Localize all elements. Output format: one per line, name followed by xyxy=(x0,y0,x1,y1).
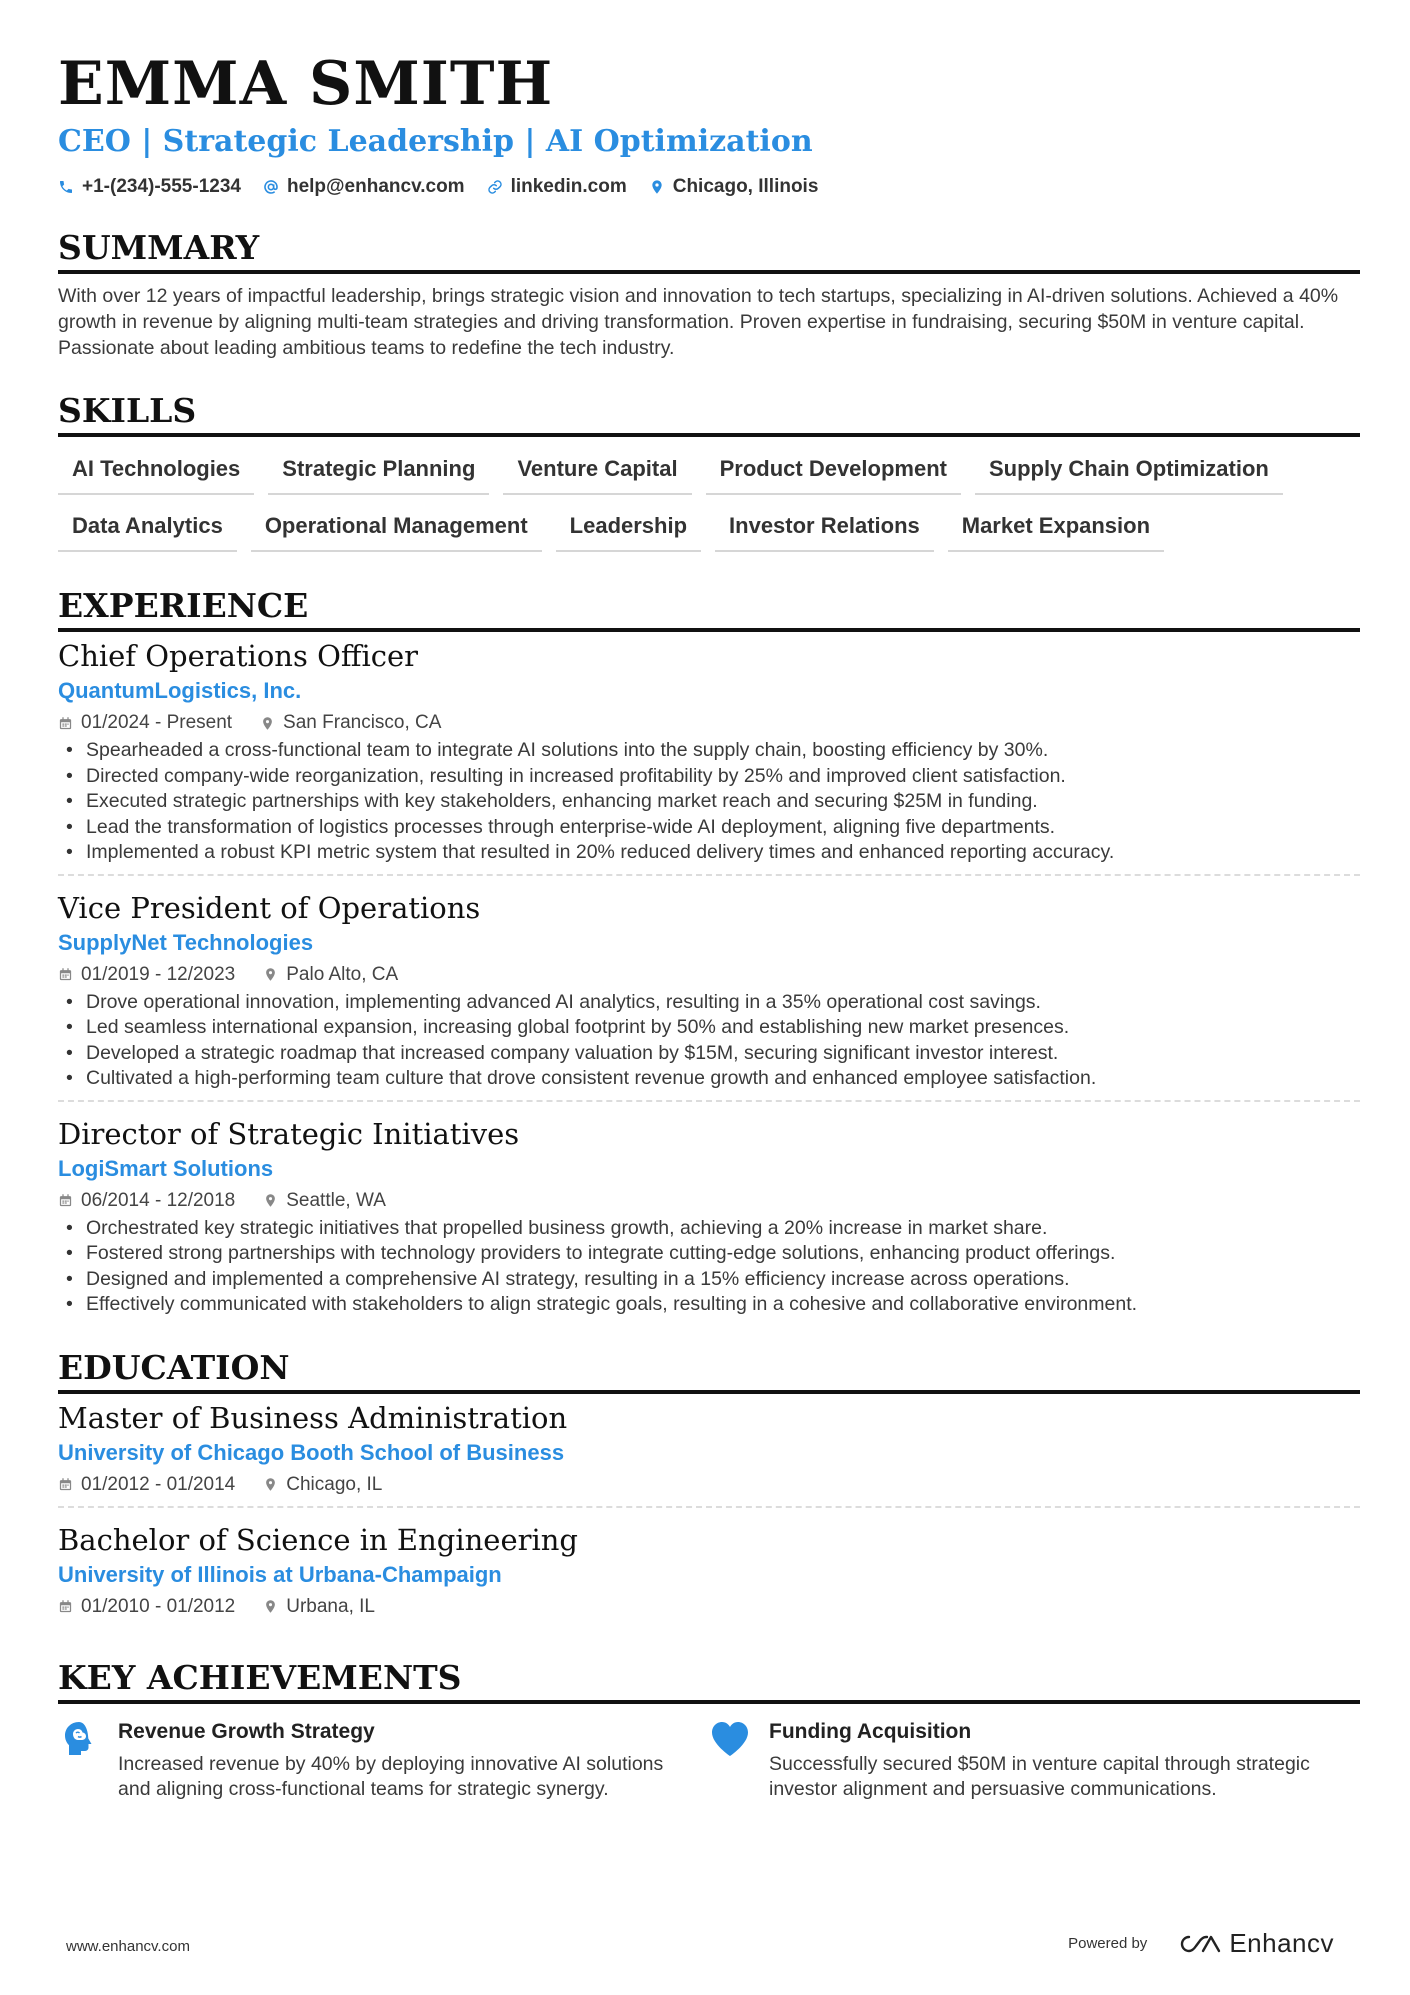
job-dates-text: 06/2014 - 12/2018 xyxy=(81,1189,236,1211)
enhancv-logo[interactable] xyxy=(1173,1928,1334,1959)
degree-title: Bachelor of Science in Engineering xyxy=(58,1522,578,1557)
headline: CEO | Strategic Leadership | AI Optimization xyxy=(58,124,813,159)
job-dates xyxy=(58,962,235,988)
phone-icon xyxy=(58,179,74,195)
education-entry xyxy=(58,1506,1360,1628)
job-bullets xyxy=(58,1216,1360,1318)
contact-email[interactable] xyxy=(263,176,465,198)
calendar-icon xyxy=(58,716,73,731)
bullet: • Spearheaded a cross-functional team to integrate AI solutions into the supply chain, boosting efficiency by 30%. xyxy=(58,738,1360,764)
summary-section xyxy=(58,228,1360,361)
skill-tag: Market Expansion xyxy=(948,503,1164,552)
bullet: • Executed strategic partnerships with key stakeholders, enhancing market reach and securing $25M in funding. xyxy=(58,789,1360,815)
skill-tag: AI Technologies xyxy=(58,446,254,495)
contact-bar xyxy=(58,176,1360,198)
resume-page xyxy=(58,48,1360,1803)
job-bullets xyxy=(58,990,1360,1092)
education-dates-text: 01/2010 - 01/2012 xyxy=(81,1595,236,1617)
job-entry xyxy=(58,874,1360,1100)
achievement-desc: Increased revenue by 40% by deploying innovative AI solutions and aligning cross-functional teams for strategic synergy. xyxy=(118,1752,664,1800)
bullet: • Drove operational innovation, implementing advanced AI analytics, resulting in a 35% operational cost savings. xyxy=(58,990,1360,1016)
phone-text: +1-(234)-555-1234 xyxy=(82,176,241,197)
skill-tag: Leadership xyxy=(556,503,701,552)
skill-tag: Product Development xyxy=(706,446,961,495)
calendar-icon xyxy=(58,1599,73,1614)
achievement-item xyxy=(58,1718,709,1803)
achievements-title: KEY ACHIEVEMENTS xyxy=(58,1658,1360,1704)
calendar-icon xyxy=(58,1193,73,1208)
school-name: University of Chicago Booth School of Business xyxy=(58,1439,565,1465)
bullet: • Directed company-wide reorganization, resulting in increased profitability by 25% and improved client satisfaction. xyxy=(58,764,1360,790)
bullet: • Fostered strong partnerships with technology providers to integrate cutting-edge solutions, enhancing product offerings. xyxy=(58,1241,1360,1267)
education-dates-text: 01/2012 - 01/2014 xyxy=(81,1473,236,1495)
job-dates-text: 01/2024 - Present xyxy=(81,712,233,733)
job-location-text: San Francisco, CA xyxy=(283,712,442,733)
email-text: help@enhancv.com xyxy=(286,176,465,197)
education-location-text: Chicago, IL xyxy=(286,1473,383,1495)
job-location xyxy=(263,962,398,988)
link-icon xyxy=(487,179,503,195)
education-location xyxy=(263,1594,375,1620)
achievements-grid xyxy=(58,1718,1360,1803)
summary-title: SUMMARY xyxy=(58,228,1360,274)
education-meta xyxy=(58,1472,1360,1498)
job-location xyxy=(260,710,441,736)
job-location-text: Palo Alto, CA xyxy=(286,963,399,985)
experience-section xyxy=(58,586,1360,1326)
summary-text: With over 12 years of impactful leadership, brings strategic vision and innovation to tech startups, specializing in AI-driven solutions. Achieved a 40% growth in revenue by aligning multi-team strategies and driving transformation. Proven expertise in fundraising, securing $50M in venture capital. Passionate about leading ambitious teams to redefine the tech industry. xyxy=(58,285,1339,359)
degree-title: Master of Business Administration xyxy=(58,1400,568,1435)
job-entry xyxy=(58,1100,1360,1326)
skill-tag: Operational Management xyxy=(251,503,542,552)
footer-website[interactable]: www.enhancv.com xyxy=(66,1938,190,1955)
location-text: Chicago, Illinois xyxy=(672,176,819,197)
bullet: • Effectively communicated with stakeholders to align strategic goals, resulting in a cohesive and collaborative environment. xyxy=(58,1292,1360,1318)
skill-tag: Data Analytics xyxy=(58,503,237,552)
location-pin-icon xyxy=(263,967,278,982)
skill-tag: Venture Capital xyxy=(503,446,691,495)
job-meta xyxy=(58,962,1360,988)
job-title: Chief Operations Officer xyxy=(58,639,418,673)
location-pin-icon xyxy=(263,1193,278,1208)
education-dates xyxy=(58,1472,235,1498)
skill-tag: Investor Relations xyxy=(715,503,934,552)
school-name: University of Illinois at Urbana-Champaign xyxy=(58,1561,502,1587)
job-dates xyxy=(58,1188,235,1214)
contact-phone[interactable] xyxy=(58,176,241,198)
skill-tag: Supply Chain Optimization xyxy=(975,446,1283,495)
enhancv-logo-icon xyxy=(1173,1932,1221,1956)
bullet: • Implemented a robust KPI metric system that resulted in 20% reduced delivery times and enhanced reporting accuracy. xyxy=(58,840,1360,866)
location-pin-icon xyxy=(649,179,665,195)
location-pin-icon xyxy=(263,1599,278,1614)
company-name: SupplyNet Technologies xyxy=(58,929,314,955)
bullet: • Lead the transformation of logistics processes through enterprise-wide AI deployment, aligning five departments. xyxy=(58,815,1360,841)
footer-brand xyxy=(1068,1928,1334,1959)
heart-icon xyxy=(709,1718,751,1760)
job-dates-text: 01/2019 - 12/2023 xyxy=(81,963,236,985)
job-title: Director of Strategic Initiatives xyxy=(58,1116,520,1151)
job-title: Vice President of Operations xyxy=(58,890,481,925)
achievement-desc: Successfully secured $50M in venture capital through strategic investor alignment and persuasive communications. xyxy=(769,1752,1310,1800)
linkedin-text: linkedin.com xyxy=(510,176,627,197)
at-icon xyxy=(263,179,279,195)
location-pin-icon xyxy=(263,1477,278,1492)
achievement-title: Revenue Growth Strategy xyxy=(118,1719,375,1743)
skills-list xyxy=(58,446,1360,552)
bullet: • Designed and implemented a comprehensive AI strategy, resulting in a 15% efficiency increase across operations. xyxy=(58,1267,1360,1293)
experience-title: EXPERIENCE xyxy=(58,586,1360,632)
education-entry xyxy=(58,1398,1360,1506)
calendar-icon xyxy=(58,967,73,982)
company-name: QuantumLogistics, Inc. xyxy=(58,678,302,703)
skill-tag: Strategic Planning xyxy=(268,446,489,495)
bullet: • Developed a strategic roadmap that increased company valuation by $15M, securing significant investor interest. xyxy=(58,1041,1360,1067)
job-location-text: Seattle, WA xyxy=(286,1189,386,1211)
skills-section xyxy=(58,391,1360,552)
job-meta xyxy=(58,1188,1360,1214)
skills-title: SKILLS xyxy=(58,391,1360,437)
achievement-item xyxy=(709,1718,1360,1803)
candidate-name: EMMA SMITH xyxy=(58,49,554,119)
calendar-icon xyxy=(58,1477,73,1492)
achievements-section xyxy=(58,1658,1360,1803)
education-location xyxy=(263,1472,382,1498)
achievement-title: Funding Acquisition xyxy=(769,1719,972,1743)
job-entry xyxy=(58,636,1360,874)
education-dates xyxy=(58,1594,235,1620)
education-section xyxy=(58,1348,1360,1628)
job-bullets xyxy=(58,738,1360,866)
bullet: • Led seamless international expansion, increasing global footprint by 50% and establishing new market presences. xyxy=(58,1015,1360,1041)
contact-linkedin[interactable] xyxy=(487,176,627,198)
job-meta xyxy=(58,710,1360,736)
company-name: LogiSmart Solutions xyxy=(58,1155,274,1181)
job-dates xyxy=(58,710,232,736)
job-location xyxy=(263,1188,386,1214)
bullet: • Cultivated a high-performing team culture that drove consistent revenue growth and enhanced employee satisfaction. xyxy=(58,1066,1360,1092)
education-location-text: Urbana, IL xyxy=(286,1595,375,1617)
brain-head-icon xyxy=(58,1718,100,1760)
brand-name: Enhancv xyxy=(1229,1928,1334,1958)
contact-location xyxy=(649,176,819,198)
education-title: EDUCATION xyxy=(58,1348,1360,1394)
location-pin-icon xyxy=(260,716,275,731)
powered-by-text: Powered by xyxy=(1068,1935,1148,1952)
education-meta xyxy=(58,1594,1360,1620)
bullet: • Orchestrated key strategic initiatives that propelled business growth, achieving a 20% increase in market share. xyxy=(58,1216,1360,1242)
